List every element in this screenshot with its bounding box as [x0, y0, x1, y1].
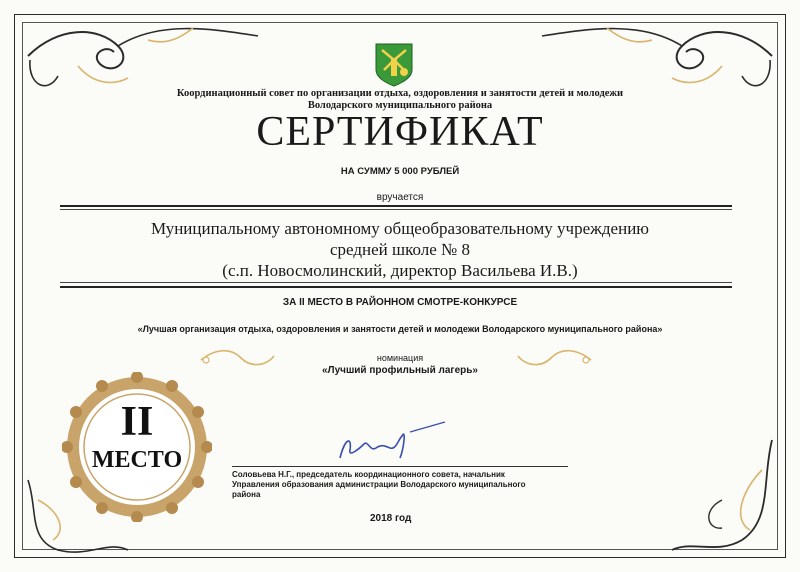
signer-line-2: Управления образования администрации Володарского муниципального	[232, 480, 526, 489]
district-name: Володарского муниципального района	[307, 100, 493, 111]
top-right-ornament	[532, 16, 782, 96]
award-place: ЗА II МЕСТО В РАЙОННОМ СМОТРЕ-КОНКУРСЕ	[282, 297, 518, 308]
bottom-rule	[60, 286, 732, 288]
council-name: Координационный совет по организации отдыха, оздоровления и занятости детей и молодежи	[176, 88, 624, 99]
top-rule	[60, 205, 732, 207]
bottom-rule-thin	[60, 282, 732, 283]
medal-numeral: II	[120, 399, 154, 445]
recipient-block	[0, 218, 800, 281]
recipient-line-1: Муниципальному автономному общеобразовательному учреждению	[151, 219, 649, 238]
coat-of-arms-icon	[374, 42, 414, 88]
top-left-ornament	[18, 16, 268, 96]
top-rule-thin	[60, 209, 732, 210]
signer-line-3: района	[232, 490, 261, 499]
signature-icon	[330, 418, 450, 468]
bottom-right-ornament	[662, 430, 782, 560]
signature-line	[232, 466, 568, 467]
medal-word: МЕСТО	[91, 447, 183, 473]
certificate-year: 2018 год	[370, 513, 412, 524]
recipient-line-2: средней школе № 8	[329, 240, 471, 259]
signer-line-1: Соловьева Н.Г., председатель координационного совета, начальник	[232, 470, 505, 479]
certificate-title: СЕРТИФИКАТ	[256, 109, 544, 155]
contest-name: «Лучшая организация отдыха, оздоровления и занятости детей и молодежи Володарского муниципального района»	[137, 324, 663, 334]
recipient-line-3: (с.п. Новосмолинский, директор Васильева И.В.)	[222, 261, 578, 280]
nomination-name: «Лучший профильный лагерь»	[322, 365, 478, 376]
certificate-amount: НА СУММУ 5 000 РУБЛЕЙ	[340, 166, 460, 177]
signer-block	[232, 470, 572, 500]
awarded-label: вручается	[376, 192, 424, 203]
nomination-label: номинация	[376, 353, 424, 363]
